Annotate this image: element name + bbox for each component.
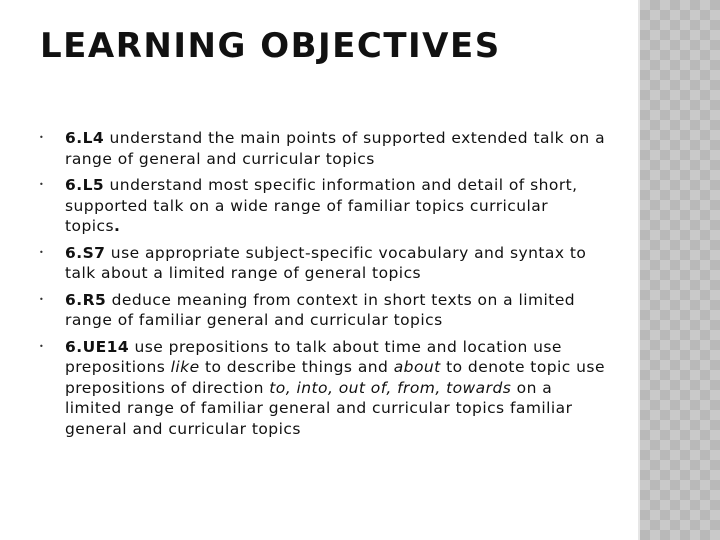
slide-title: LEARNING OBJECTIVES bbox=[40, 26, 501, 66]
objective-code: 6.R5 bbox=[65, 290, 107, 309]
italic-direction-terms: to, into, out of, from, towards bbox=[269, 378, 512, 397]
objective-text: deduce meaning from context in short texts on a limited range of familiar general and curricular topics bbox=[65, 290, 576, 329]
bullet-icon: • bbox=[39, 294, 45, 304]
objective-code: 6.UE14 bbox=[65, 337, 130, 356]
objective-6-ue14 bbox=[36, 337, 606, 440]
objective-6-s7 bbox=[36, 243, 606, 284]
bullet-icon: • bbox=[39, 180, 45, 189]
objective-text: to denote topic use prepositions of direction bbox=[65, 358, 605, 397]
objective-code: 6.S7 bbox=[65, 243, 106, 262]
objective-text: understand the main points of supported extended talk on a range of general and curricular topics bbox=[65, 129, 606, 168]
objective-text: on a limited range of familiar general and curricular topics familiar general and curricular topics bbox=[65, 378, 573, 438]
objective-code: 6.L4 bbox=[65, 129, 105, 147]
objective-code: 6.L5 bbox=[65, 176, 105, 194]
bullet-icon: • bbox=[39, 341, 45, 351]
objective-end-mark: . bbox=[114, 217, 121, 235]
italic-term-like: like bbox=[170, 358, 200, 376]
decorative-side-pattern bbox=[640, 0, 720, 540]
objective-text: use appropriate subject-specific vocabulary and syntax to talk about a limited range of general topics bbox=[65, 243, 587, 282]
objective-6-r5 bbox=[36, 290, 606, 331]
bullet-icon: • bbox=[39, 247, 45, 257]
objective-text: to describe things and bbox=[199, 358, 394, 376]
objective-text: understand most specific information and detail of short, supported talk on a wide range of familiar topics curricular topics bbox=[65, 176, 578, 235]
bullet-icon: • bbox=[39, 133, 45, 142]
objectives-list bbox=[36, 128, 606, 445]
objective-text: use prepositions to talk about time and location use prepositions bbox=[65, 337, 562, 376]
italic-term-about: about bbox=[393, 358, 441, 376]
objective-6-l4 bbox=[36, 128, 606, 169]
objective-6-l5 bbox=[36, 175, 606, 237]
